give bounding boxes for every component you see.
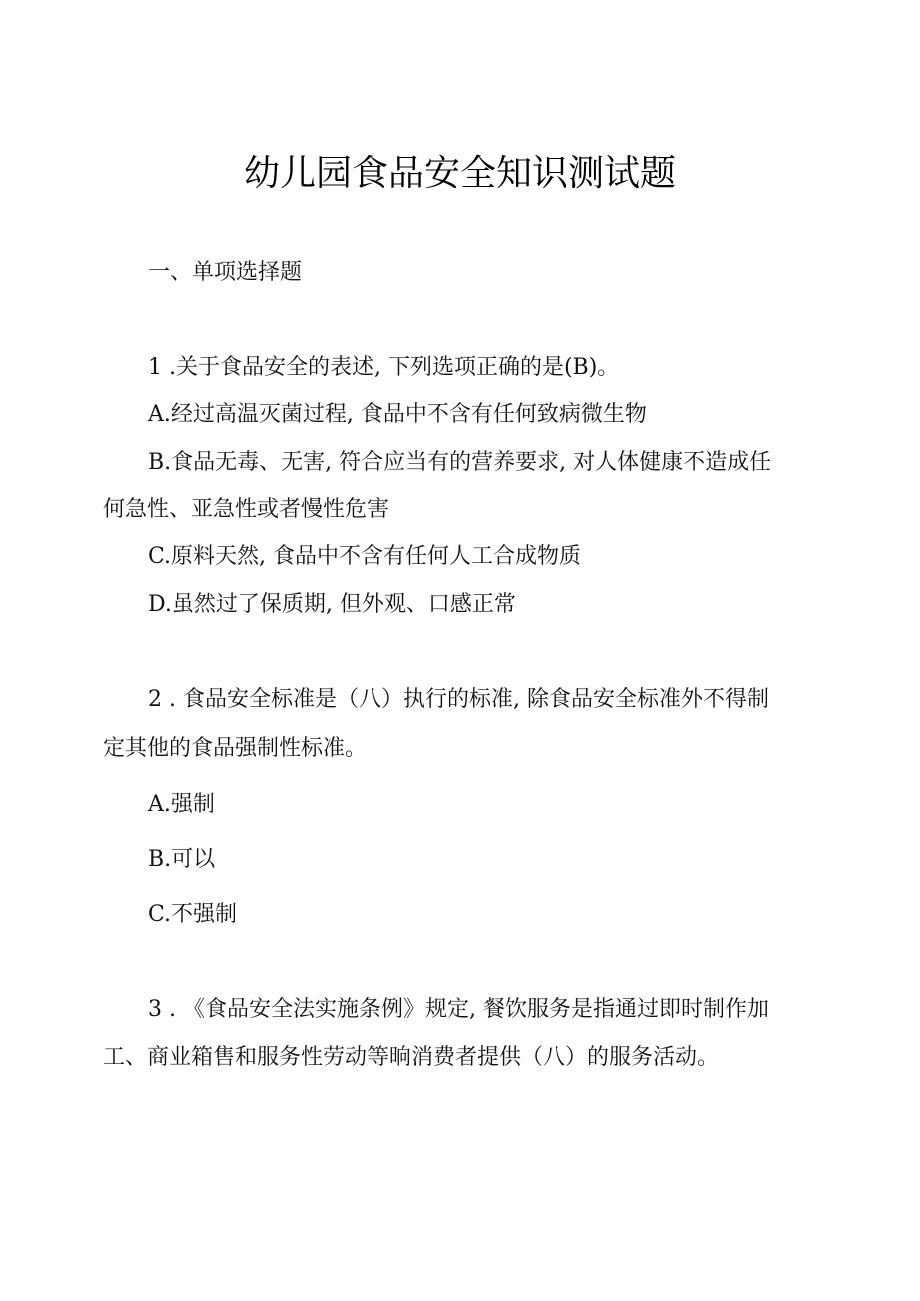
question-1-stem: 1 .关于食品安全的表述, 下列选项正确的是(B)。 [148,355,620,380]
question-3-stem: 3 . 《食品安全法实施条例》规定, 餐饮服务是指通过即时制作加 [148,997,769,1022]
question-2-stem-continued: 定其他的食品强制性标准。 [103,736,368,761]
section-heading: 一、单项选择题 [148,260,303,285]
question-1-option-b-continued: 何急性、亚急性或者慢性危害 [103,497,390,522]
question-1-option-a: A.经过高温灭菌过程, 食品中不含有任何致病微生物 [148,402,647,427]
question-2-option-b: B.可以 [148,847,216,872]
question-2-option-c: C.不强制 [148,902,238,927]
question-2-option-a: A.强制 [148,792,215,817]
question-2-stem: 2 . 食品安全标准是（八）执行的标准, 除食品安全标准外不得制 [148,687,769,712]
document-title: 幼儿园食品安全知识测试题 [243,153,676,194]
question-3-stem-continued: 工、商业箱售和服务性劳动等晌消费者提供（八）的服务活动。 [103,1045,720,1070]
question-1-option-d: D.虽然过了保质期, 但外观、口感正常 [148,592,516,617]
question-1-option-c: C.原料天然, 食品中不含有任何人工合成物质 [148,544,582,569]
question-1-option-b: B.食品无毒、无害, 符合应当有的营养要求, 对人体健康不造成任 [148,450,772,475]
